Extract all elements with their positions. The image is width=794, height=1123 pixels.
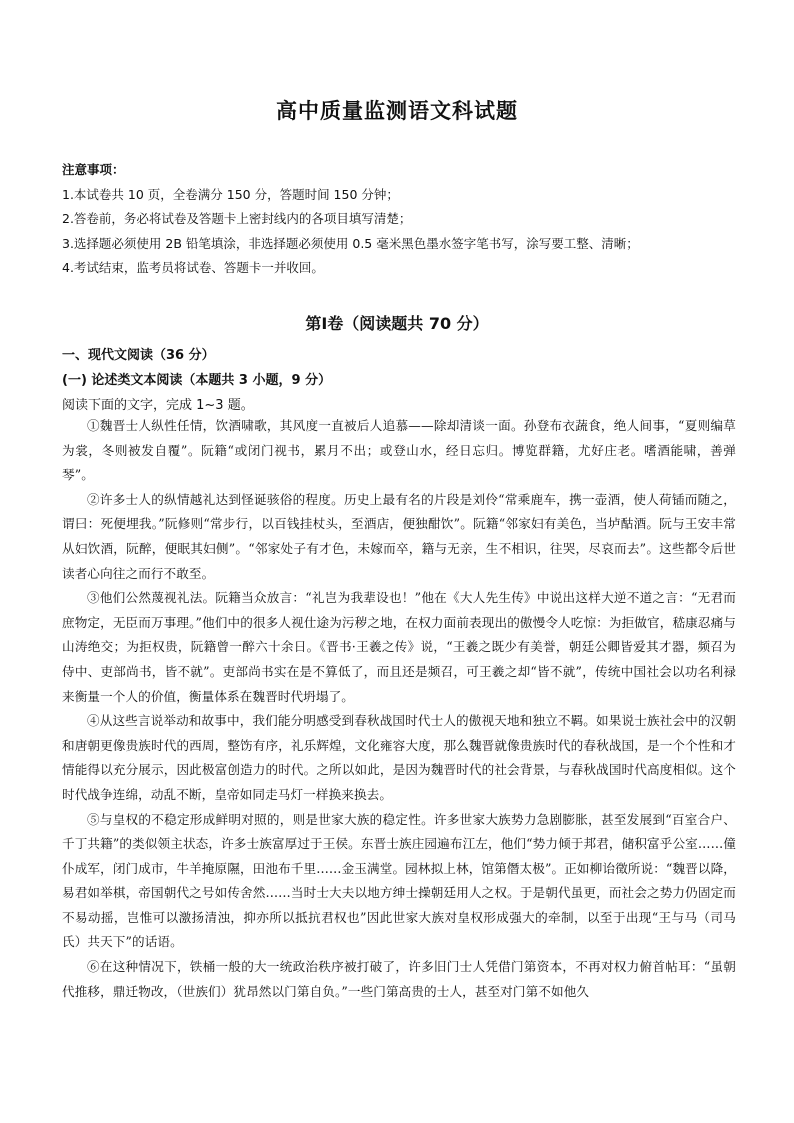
notice-block: [62, 158, 742, 281]
reading-instruction: 阅读下面的文字，完成 1~3 题。: [62, 398, 254, 413]
notice-heading: 注意事项：: [62, 162, 125, 177]
section-title: 第Ⅰ卷（阅读题共 70 分）: [305, 314, 489, 333]
page-title: 高中质量监测语文科试题: [276, 99, 518, 123]
notice-item: 1.本试卷共 10 页，全卷满分 150 分，答题时间 150 分钟；: [62, 186, 399, 202]
notice-item: 2.答卷前，务必将试卷及答题卡上密封线内的各项目填写清楚；: [62, 211, 412, 226]
passage-paragraph: ⑤与皇权的不稳定形成鲜明对照的，则是世家大族的稳定性。许多世家大族势力急剧膨胀，甚至发展到“百室合户、千丁共籍”的类似领主状态，许多士族富厚过于王侯。东晋士族庄园遍布江左，他们“势力倾于邦君，储积富乎公室……僮仆成军，闭门成市，牛羊掩原隰，田池布千里……金玉满堂。园林拟上林，馆第僭太极”。正如柳诒徵所说：“魏晋以降，易君如举棋，帝国朝代之号如传舍然……当时士大夫以地方绅士操朝廷用人之权。于是朝代虽更，而社会之势力仍固定而不易动摇，岂惟可以激扬清浊，抑亦所以抵抗君权也”因此世家大族对皇权形成强大的牵制，以至于出现“王与马（司马氏）共天下”的话语。: [62, 811, 736, 950]
passage-paragraph: ④从这些言说举动和故事中，我们能分明感受到春秋战国时代士人的傲视天地和独立不羁。如果说士族社会中的汉朝和唐朝更像贵族时代的西周，整饬有序，礼乐辉煌，文化雍容大度，那么魏晋就像贵族时代的春秋战国，是一个个性和才情能得以充分展示，因此极富创造力的时代。之所以如此，是因为魏晋时代的社会背景，与春秋战国时代高度相似。这个时代战争连绵，动乱不断，皇帝如同走马灯一样换来换去。: [62, 713, 736, 802]
notice-item: 4.考试结束，监考员将试卷、答题卡一并收回。: [62, 260, 324, 275]
passage-paragraph: ⑥在这种情况下，铁桶一般的大一统政治秩序被打破了，许多旧门士人凭借门第资本，不再对权力俯首帖耳：“虽朝代推移，鼎迁物改，（世族们）犹昂然以门第自负。”一些门第高贵的士人，甚至对门第不如他久: [62, 959, 736, 999]
subpart-heading: (一) 论述类文本阅读（本题共 3 小题，9 分）: [62, 373, 332, 388]
reading-passage: [62, 414, 736, 1004]
passage-paragraph: ③他们公然蔑视礼法。阮籍当众放言：“礼岂为我辈设也！”他在《大人先生传》中说出这样大逆不道之言：“无君而庶物定，无臣而万事理。”他们中的很多人视仕途为污秽之地，在权力面前表现出的傲慢令人吃惊：为拒做官，嵇康忍痛与山涛绝交；为拒权贵，阮籍曾一醉六十余日。《晋书·王羲之传》说，“王羲之既少有美誉，朝廷公卿皆爱其才器，频召为侍中、吏部尚书，皆不就”。吏部尚书实在是不算低了，而且还是频召，可王羲之却“皆不就”，传统中国社会以功名利禄来衡量一个人的价值，衡量体系在魏晋时代坍塌了。: [62, 590, 736, 704]
notice-item: 3.选择题必须使用 2B 铅笔填涂，非选择题必须使用 0.5 毫米黑色墨水签字笔书写，涂写要工整、清晰；: [62, 235, 639, 251]
passage-paragraph: ①魏晋士人纵性任情，饮酒啸歌，其风度一直被后人追慕——除却清谈一面。孙登布衣蔬食，绝人间事，“夏则编草为裳，冬则被发自覆”。阮籍“或闭门视书，累月不出；或登山水，经日忘归。博览群籍，尤好庄老。嗜酒能啸，善弹琴”。: [62, 418, 736, 483]
passage-paragraph: ②许多士人的纵情越礼达到怪诞骇俗的程度。历史上最有名的片段是刘伶“常乘鹿车，携一壶酒，使人荷锸而随之，谓曰：死便埋我。”阮修则“常步行，以百钱挂杖头，至酒店，便独酣饮”。阮籍“邻家妇有美色，当垆酤酒。阮与王安丰常从妇饮酒，阮醉，便眠其妇侧”。“邻家处子有才色，未嫁而卒，籍与无亲，生不相识，往哭，尽哀而去”。这些都令后世读者心向往之而行不敢至。: [62, 491, 736, 581]
part-heading: 一、现代文阅读（36 分）: [62, 348, 215, 363]
